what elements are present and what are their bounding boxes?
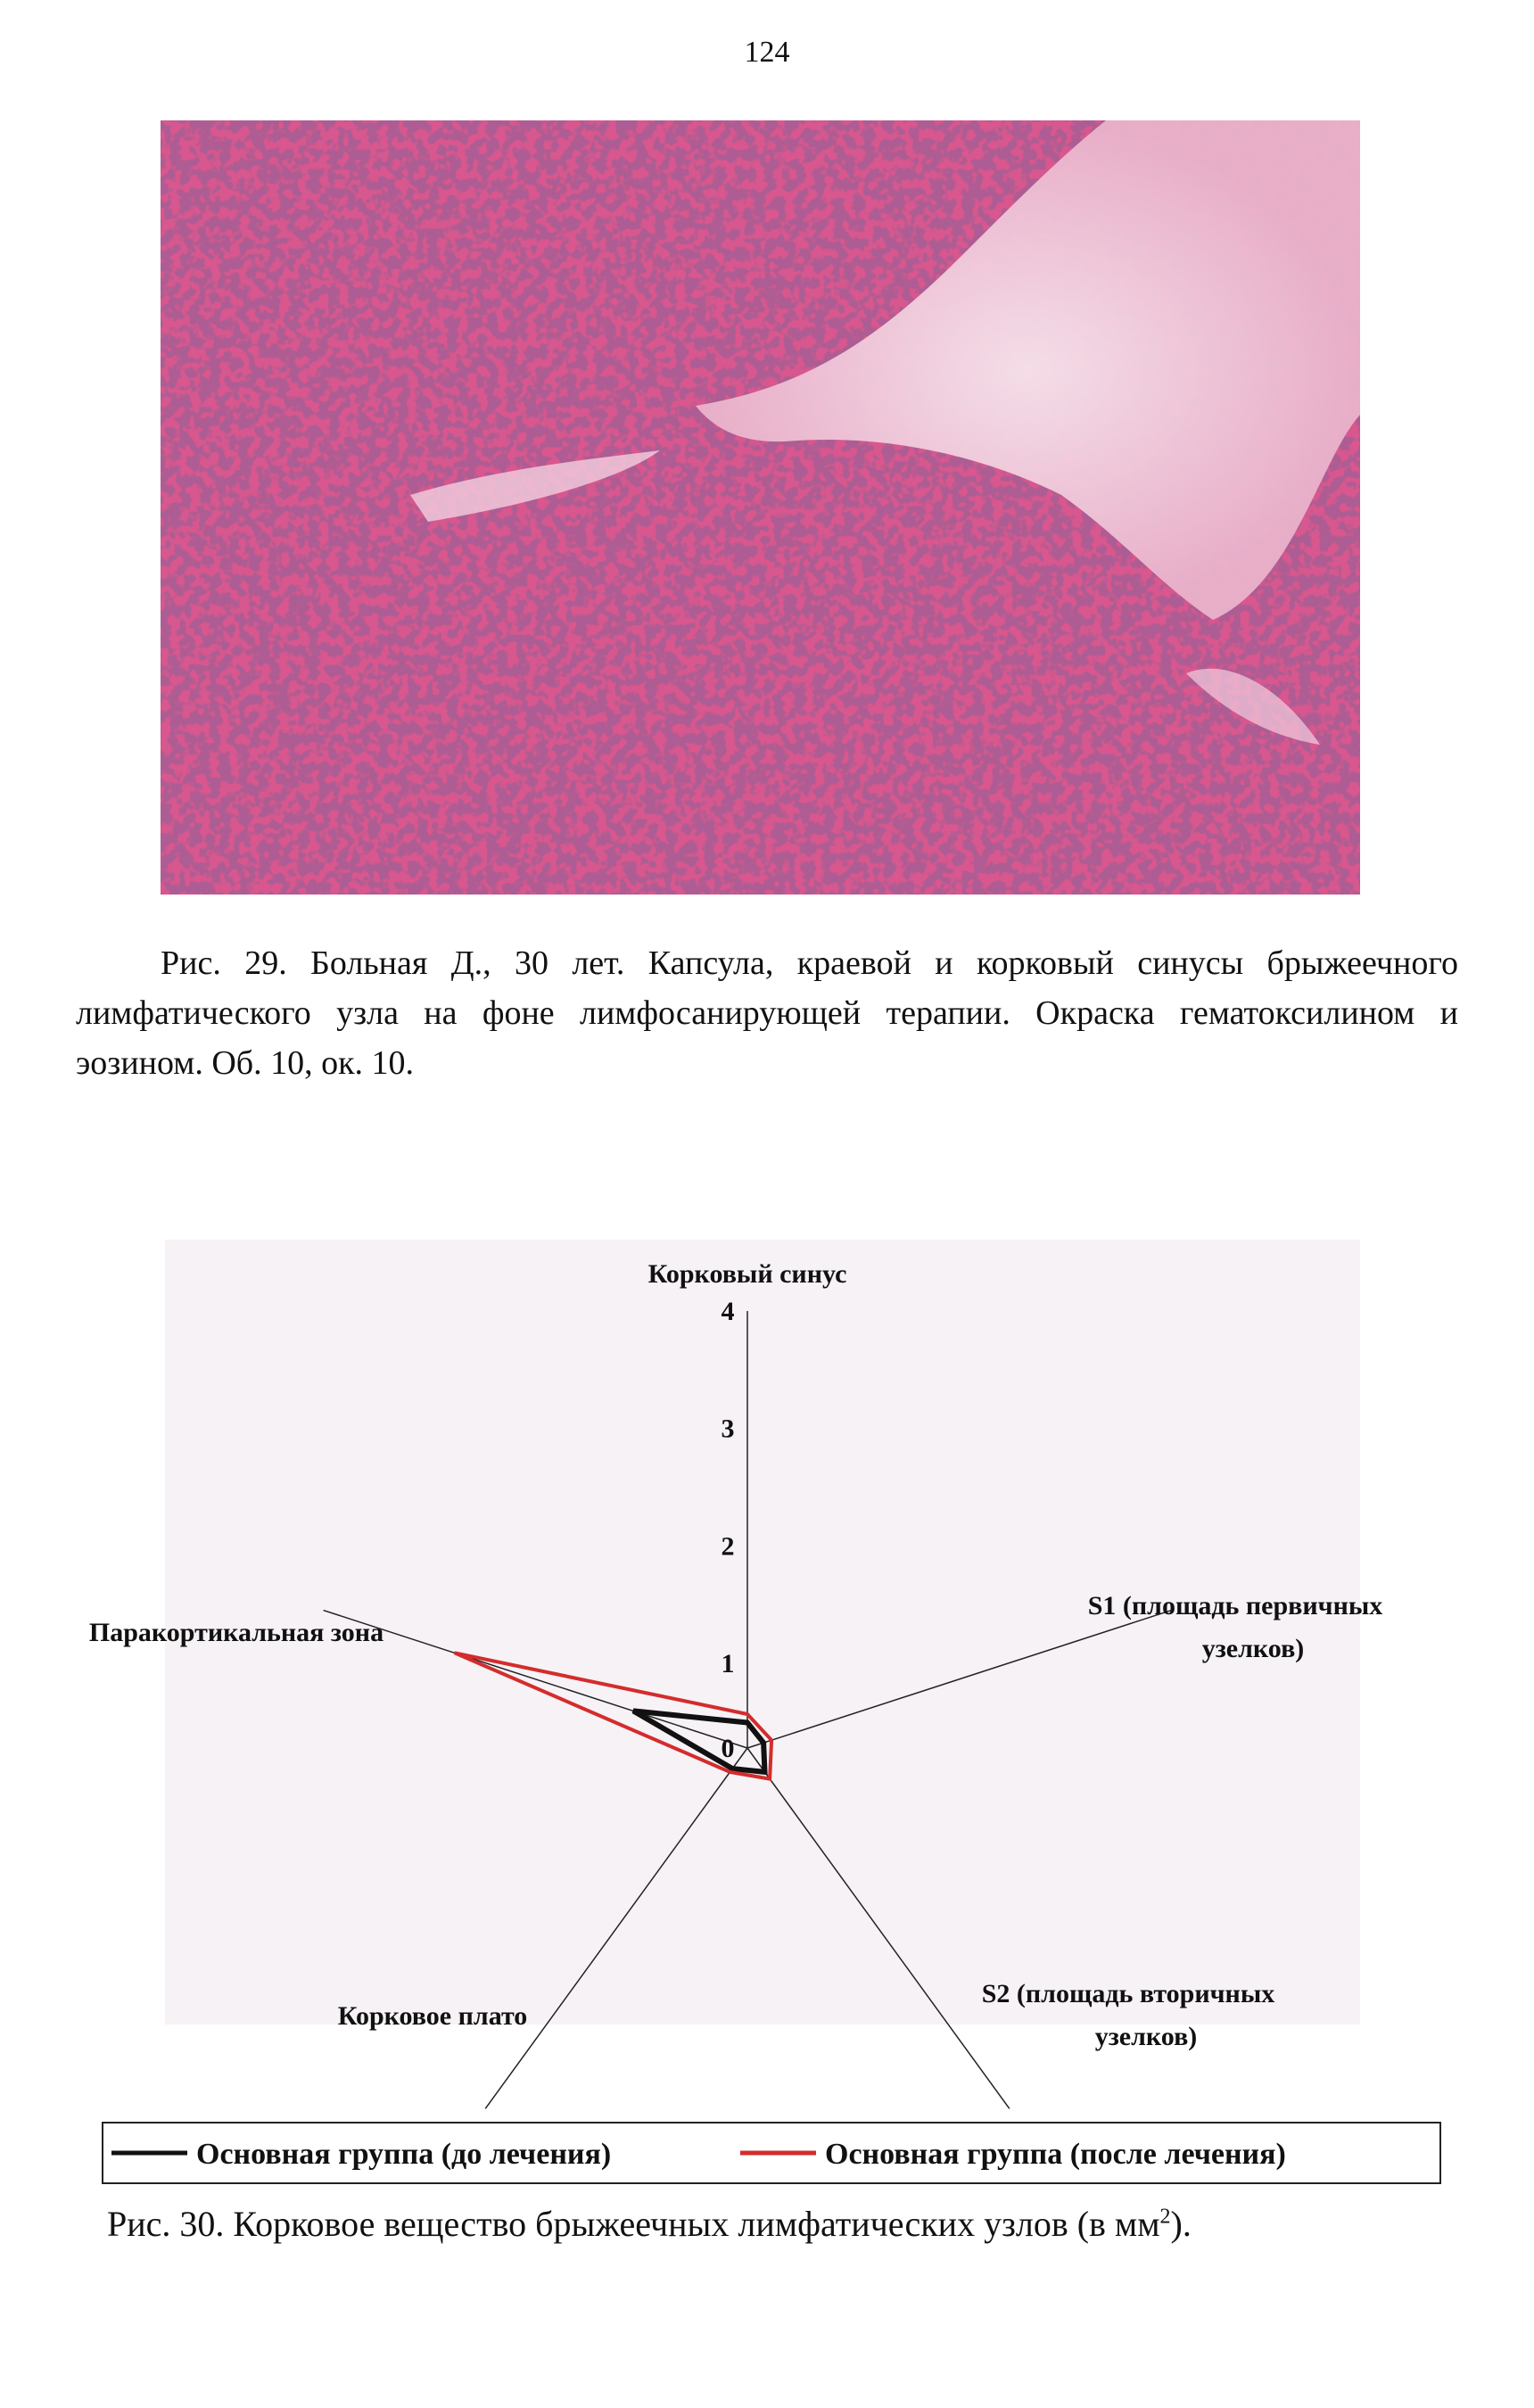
radar-chart [0,1222,1534,2363]
radar-axis-label: Паракортикальная зона [88,1618,384,1647]
radar-tick-label: 4 [721,1297,735,1326]
figure-30-caption [107,2203,1445,2245]
legend-label-2: Основная группа (после лечения) [825,2138,1286,2171]
radar-tick-label: 1 [721,1649,735,1678]
figure-30-caption-superscript: 2 [1159,2205,1171,2229]
radar-tick-label: 2 [721,1531,735,1562]
legend-label-1: Основная группа (до лечения) [196,2138,612,2171]
radar-axis-label: Корковый синус [647,1259,847,1289]
histology-micrograph [161,120,1360,895]
page-number: 124 [744,36,790,69]
radar-axis-label: Корковое плато [337,2001,528,2031]
figure-30-caption-end: ). [1170,2204,1192,2244]
radar-axis-label: S1 (площадь первичных узелков) [1087,1591,1383,1663]
figure-30-caption-text: Рис. 30. Корковое вещество брыжеечных лимфатических узлов (в мм [107,2204,1160,2244]
radar-tick-label: 3 [721,1414,735,1444]
radar-tick-label: 0 [721,1734,735,1763]
figure-29-caption [76,938,1458,1088]
radar-axis-label: S2 (площадь вторичных узелков) [981,1979,1275,2051]
figure-29-caption-text: Рис. 29. Больная Д., 30 лет. Капсула, краевой и корковый синусы брыжеечного лимфатического узла на фоне лимфосанирующей терапии. Окраска гематоксилином и эозином. Об. 10, ок. 10. [76,944,1458,1082]
